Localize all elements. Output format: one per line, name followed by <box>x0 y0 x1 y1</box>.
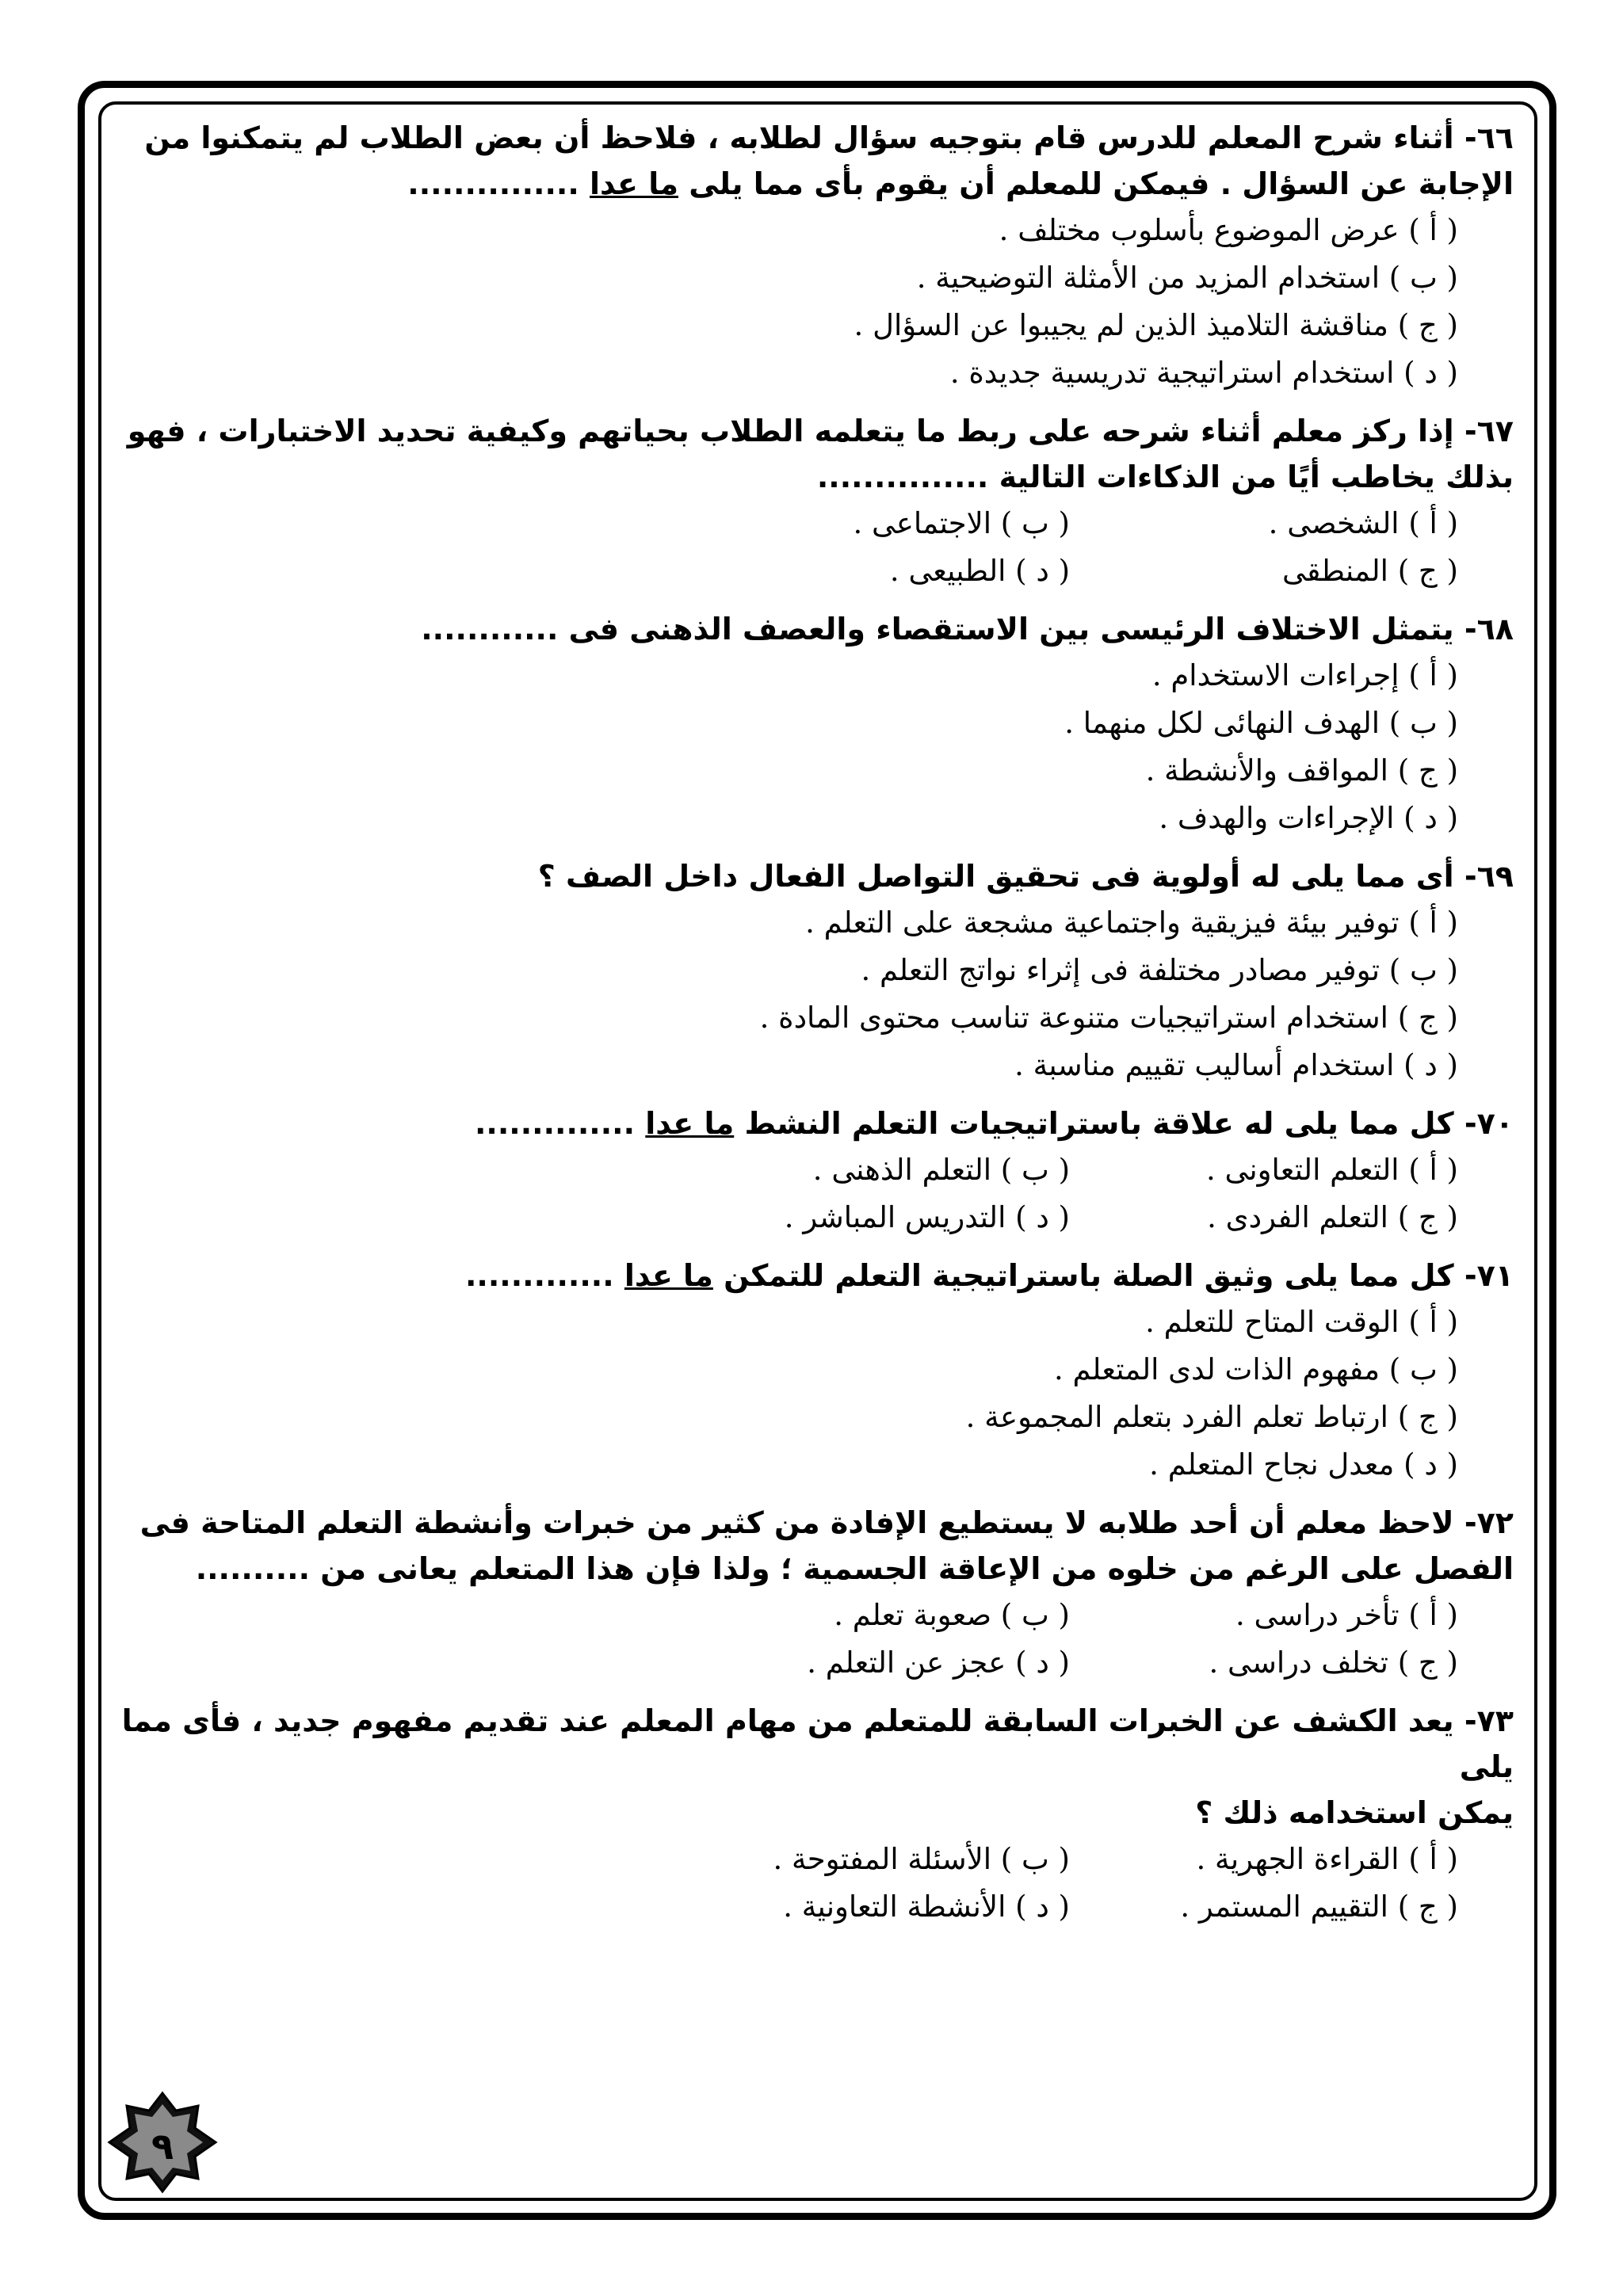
option-b: ( ب ) صعوبة تعلم . <box>834 1598 1070 1632</box>
options-row <box>119 1194 1514 1241</box>
question-stem-text: ٧١- كل مما يلى وثيق الصلة باستراتيجية التعلم للتمكن <box>724 1258 1514 1293</box>
question-stem-line: يمكن استخدامه ذلك ؟ <box>1195 1795 1514 1830</box>
question-71 <box>119 1253 1514 1489</box>
option-d: ( د ) التدريس المباشر . <box>784 1200 1070 1234</box>
option-a: ( أ ) تأخر دراسى . <box>1235 1598 1458 1632</box>
question-stem-line <box>119 1100 1514 1146</box>
option-c: ( ج ) التقييم المستمر . <box>1180 1890 1458 1924</box>
blank-dots: ............. <box>464 1258 624 1293</box>
question-70 <box>119 1100 1514 1241</box>
option-a: ( أ ) إجراءات الاستخدام . <box>1151 658 1458 692</box>
question-72 <box>119 1500 1514 1687</box>
question-stem-text: الإجابة عن السؤال . فيمكن للمعلم أن يقوم بأى مما يلى <box>689 166 1514 201</box>
option-a: ( أ ) عرض الموضوع بأسلوب مختلف . <box>999 213 1458 247</box>
option-c: ( ج ) استخدام استراتيجيات متنوعة تناسب محتوى المادة . <box>759 1001 1458 1035</box>
question-stem-text: ٧٠- كل مما يلى له علاقة باستراتيجيات التعلم النشط <box>744 1106 1514 1141</box>
options-row <box>119 547 1514 595</box>
question-73 <box>119 1698 1514 1931</box>
option-b: ( ب ) استخدام المزيد من الأمثلة التوضيحية . <box>916 261 1458 295</box>
option-a: ( أ ) توفير بيئة فيزيقية واجتماعية مشجعة على التعلم . <box>805 906 1458 940</box>
question-stem-line <box>119 161 1514 207</box>
option-b: ( ب ) الهدف النهائى لكل منهما . <box>1064 706 1458 740</box>
option-c: ( ج ) تخلف دراسى . <box>1209 1646 1458 1680</box>
question-stem-line: الفصل على الرغم من خلوه من الإعاقة الجسمية ؛ ولذا فإن هذا المتعلم يعانى من .......... <box>195 1551 1514 1586</box>
option-b: ( ب ) الأسئلة المفتوحة . <box>773 1842 1070 1876</box>
question-stem-line: ٦٦- أثناء شرح المعلم للدرس قام بتوجيه سؤال لطلابه ، فلاحظ أن بعض الطلاب لم يتمكنوا من <box>144 120 1514 155</box>
option-b: ( ب ) التعلم الذهنى . <box>812 1153 1070 1187</box>
options-row <box>119 1883 1514 1931</box>
option-a: ( أ ) القراءة الجهرية . <box>1196 1842 1458 1876</box>
option-b: ( ب ) توفير مصادر مختلفة فى إثراء نواتج التعلم . <box>861 953 1458 987</box>
option-d: ( د ) الطبيعى . <box>889 554 1070 588</box>
option-c: ( ج ) المنطقى <box>1281 554 1458 588</box>
question-stem-line: ٧٢- لاحظ معلم أن أحد طلابه لا يستطيع الإفادة من كثير من خبرات وأنشطة التعلم المتاحة فى <box>139 1505 1514 1540</box>
options-row <box>119 1836 1514 1883</box>
option-d: ( د ) استخدام أساليب تقييم مناسبة . <box>1014 1048 1458 1082</box>
options-row <box>119 1146 1514 1194</box>
question-stem-line <box>119 1253 1514 1299</box>
question-stem-line: ٧٣- يعد الكشف عن الخبرات السابقة للمتعلم من مهام المعلم عند تقديم مفهوم جديد ، فأى مما يلى <box>121 1703 1514 1784</box>
option-d: ( د ) استخدام استراتيجية تدريسية جديدة . <box>949 356 1458 390</box>
option-c: ( ج ) التعلم الفردى . <box>1207 1200 1458 1234</box>
option-a: ( أ ) التعلم التعاونى . <box>1205 1153 1458 1187</box>
question-list <box>119 115 1514 1942</box>
option-c: ( ج ) المواقف والأنشطة . <box>1145 753 1458 788</box>
options-row <box>119 1592 1514 1639</box>
option-d: ( د ) عجز عن التعلم . <box>807 1646 1070 1680</box>
except-underlined: ما عدا <box>624 1258 713 1293</box>
question-stem-line: ٦٩- أى مما يلى له أولوية فى تحقيق التواصل الفعال داخل الصف ؟ <box>537 859 1514 894</box>
question-67 <box>119 408 1514 595</box>
option-d: ( د ) الأنشطة التعاونية . <box>783 1890 1070 1924</box>
question-66 <box>119 115 1514 397</box>
option-c: ( ج ) ارتباط تعلم الفرد بتعلم المجموعة . <box>965 1400 1458 1434</box>
options-row <box>119 1639 1514 1687</box>
blank-dots: ............... <box>407 166 590 201</box>
question-stem-line: ٦٨- يتمثل الاختلاف الرئيسى بين الاستقصاء والعصف الذهنى فى ............ <box>421 612 1514 646</box>
option-c: ( ج ) مناقشة التلاميذ الذين لم يجيبوا عن السؤال . <box>854 308 1458 342</box>
option-d: ( د ) معدل نجاح المتعلم . <box>1149 1447 1458 1482</box>
blank-dots: .............. <box>474 1106 646 1141</box>
question-stem-line: بذلك يخاطب أيًا من الذكاءات التالية ............... <box>816 460 1514 494</box>
except-underlined: ما عدا <box>645 1106 735 1141</box>
except-underlined: ما عدا <box>590 166 678 201</box>
question-stem-line: ٦٧- إذا ركز معلم أثناء شرحه على ربط ما يتعلمه الطلاب بحياتهم وكيفية تحديد الاختبارات ، فهو <box>127 414 1514 448</box>
question-69 <box>119 853 1514 1089</box>
page-number: ٩ <box>151 2125 174 2168</box>
question-68 <box>119 606 1514 842</box>
option-a: ( أ ) الوقت المتاح للتعلم . <box>1145 1305 1458 1339</box>
option-a: ( أ ) الشخصى . <box>1268 506 1458 540</box>
options-row <box>119 500 1514 547</box>
option-d: ( د ) الإجراءات والهدف . <box>1159 801 1458 835</box>
option-b: ( ب ) الاجتماعى . <box>853 506 1070 540</box>
option-b: ( ب ) مفهوم الذات لدى المتعلم . <box>1054 1352 1458 1386</box>
